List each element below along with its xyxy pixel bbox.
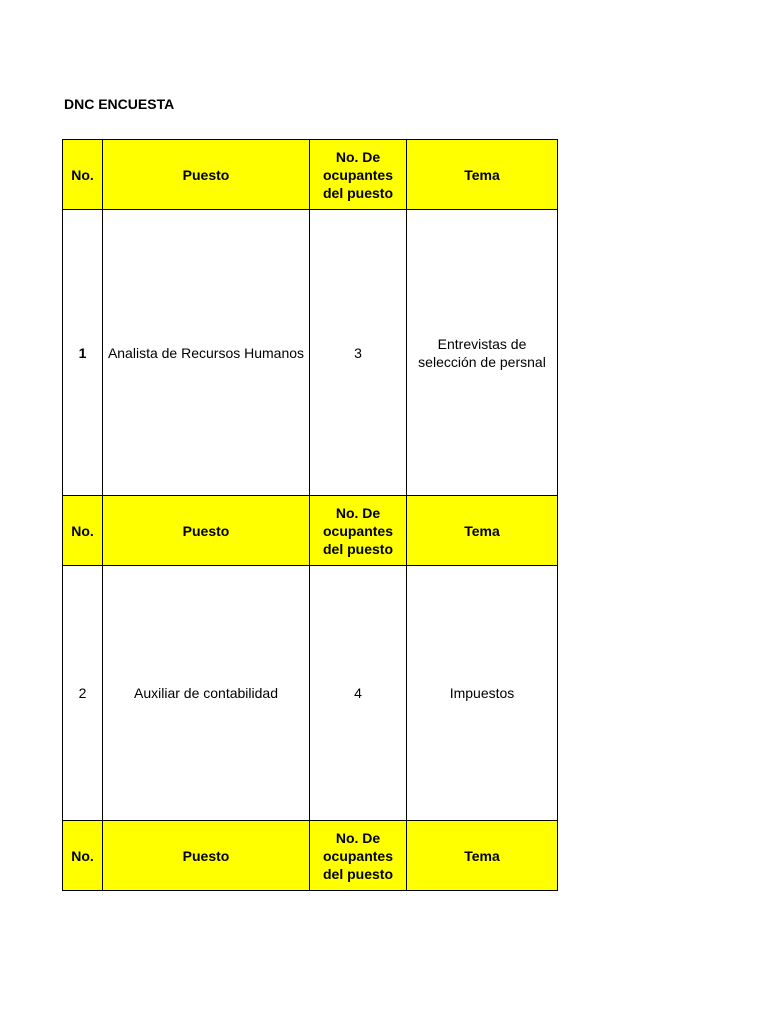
header-puesto: Puesto <box>103 821 310 891</box>
cell-puesto: Auxiliar de contabilidad <box>103 566 310 821</box>
table-header-row <box>63 496 558 566</box>
header-tema: Tema <box>407 821 558 891</box>
header-ocupantes: No. De ocupantes del puesto <box>310 821 407 891</box>
table-row <box>63 566 558 821</box>
header-puesto: Puesto <box>103 496 310 566</box>
table-header-row <box>63 821 558 891</box>
cell-tema: Entrevistas de selección de persnal <box>407 210 558 496</box>
header-ocupantes: No. De ocupantes del puesto <box>310 496 407 566</box>
table-row <box>63 210 558 496</box>
header-puesto: Puesto <box>103 140 310 210</box>
table-header-row <box>63 140 558 210</box>
header-no: No. <box>63 140 103 210</box>
cell-no: 1 <box>63 210 103 496</box>
header-no: No. <box>63 821 103 891</box>
header-ocupantes: No. De ocupantes del puesto <box>310 140 407 210</box>
cell-ocupantes: 3 <box>310 210 407 496</box>
header-tema: Tema <box>407 496 558 566</box>
header-no: No. <box>63 496 103 566</box>
header-tema: Tema <box>407 140 558 210</box>
cell-ocupantes: 4 <box>310 566 407 821</box>
cell-tema: Impuestos <box>407 566 558 821</box>
cell-puesto: Analista de Recursos Humanos <box>103 210 310 496</box>
document-title: DNC ENCUESTA <box>64 96 175 112</box>
survey-table <box>62 139 558 891</box>
cell-no: 2 <box>63 566 103 821</box>
